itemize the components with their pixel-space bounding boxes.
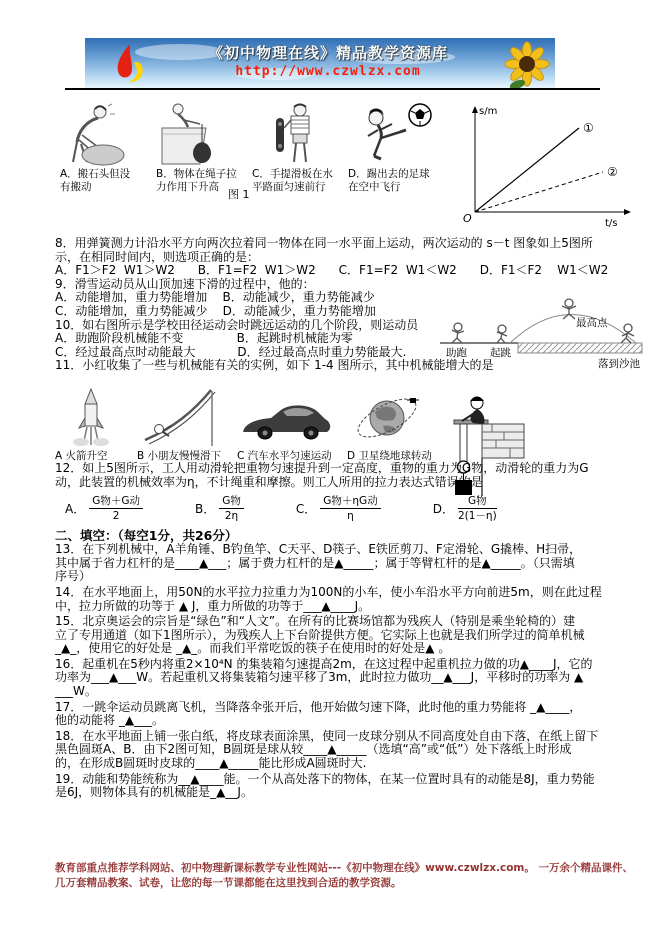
fraction-denominator: η — [347, 510, 354, 523]
figure1-item-b — [156, 102, 246, 193]
q18-line-3: 的，在形成B圆斑时皮球的____▲_____能比形成A圆斑时大. — [55, 756, 367, 771]
graph-origin-label: O — [463, 212, 472, 225]
q12-formula-options — [55, 491, 630, 526]
jump-label-top: 最高点 — [576, 317, 608, 329]
footer-line-1: 教育部重点推荐学科网站、初中物理新课标教学专业性网站---《初中物理在线》www.czwlzx.com。 一万余个精品课件、 — [55, 862, 634, 874]
footer-line-2: 几万套精品教案、试卷，让您的每一节课都能在这里找到合适的教学资源。 — [55, 876, 402, 889]
q12-option-c — [296, 495, 381, 522]
figure1-caption-d: D．踢出去的足球在空中飞行 — [348, 168, 430, 193]
q15-line-2: 立了专用通道（如下1图所示），为残疾人上下台阶提供方便。它实际上也就是我们所学过的简单机械 — [55, 627, 585, 642]
q12-option-b — [195, 495, 244, 522]
site-title: 《初中物理在线》精品教学资源库 — [207, 44, 448, 62]
site-banner — [85, 38, 555, 88]
q14-line-2: 中，拉力所做的功等于 ▲ J，重力所做的功等于___▲____J。 — [55, 598, 371, 613]
q11-line-1: 11．小红收集了一些与机械能有关的实例，如下 1-4 图所示，其中机械能增大的是 — [55, 358, 494, 373]
rope-pulling-image — [156, 102, 242, 166]
q19-line-2: 是6J，则物体具有的机械能是_▲__J。 — [55, 785, 253, 800]
figure1-item-d — [348, 102, 438, 193]
q16-line-2: 功率为___▲___W。若起重机又将集装箱匀速平移了3m，此时拉力做功__▲___J，平移时的功率为 ▲ — [55, 670, 584, 685]
graph-line2-label: ② — [607, 165, 618, 179]
fraction — [219, 495, 244, 522]
fraction-numerator: G物＋G动 — [89, 495, 143, 509]
fraction — [458, 495, 497, 522]
fraction-numerator: G物 — [458, 495, 497, 509]
figure1-caption-b: B．物体在绳子拉力作用下升高 — [156, 168, 237, 193]
q16-line-3: ___W。 — [55, 684, 97, 699]
q12-line-1: 12．如上5图所示，工人用动滑轮把重物匀速提升到一定高度，重物的重力为G物，动滑轮的重力为G — [55, 460, 589, 475]
satellite-earth-image — [347, 386, 431, 450]
fraction-denominator: 2(1－η) — [457, 510, 497, 523]
header-divider — [65, 88, 600, 90]
stone-lifting-image — [60, 102, 146, 166]
q13-line-2: 其中属于省力杠杆的是____▲___；属于费力杠杆的是▲_____；属于等臂杠杆的是▲_____。（只需填 — [55, 555, 575, 570]
q8-line-1: 8．用弹簧测力计沿水平方向两次拉着同一物体在同一水平面上运动，两次运动的 s－t 图象如上5图所 — [55, 236, 593, 250]
q15-line-3: _▲_，使用它的好处是 _▲_。而我们平常吃饭的筷子在使用时的好处是▲ 。 — [55, 641, 451, 656]
skateboard-walking-image — [252, 102, 338, 166]
q18-line-2: 黑色圆斑A、B．由下2图可知，B圆斑是球从较____▲_____（选填“高”或“低”）处下落纸上时形成 — [55, 742, 572, 757]
figure1-item-a — [60, 102, 150, 193]
q13-line-3: 序号） — [55, 569, 92, 584]
q9-options-cd: C．动能增加，重力势能减少 D．动能减少，重力势能增加 — [55, 303, 376, 318]
fraction — [89, 495, 143, 522]
figure1-label: 图 1 — [228, 188, 250, 201]
q18-line-1: 18．在水平地面上铺一张白纸，将皮球表面涂黑，使同一皮球分别从不同高度处自由下落，在纸上留下 — [55, 728, 599, 743]
s-t-graph — [455, 100, 645, 232]
q11-item-satellite — [347, 386, 432, 462]
jump-label-runup: 助跑 — [446, 347, 467, 359]
q12-option-a-label: A． — [65, 502, 86, 517]
q11-item-car — [237, 386, 337, 462]
site-logo-icon — [105, 41, 151, 85]
fraction-denominator: 2 — [112, 510, 120, 523]
graph-y-label: s/m — [479, 106, 498, 117]
q12-option-b-label: B． — [195, 502, 216, 517]
q12-option-d — [433, 495, 497, 522]
q8-options: A．F1＞F2 W1＞W2 B．F1=F2 W1＞W2 C．F1=F2 W1＜W2 D．F1＜F2 W1＜W2 — [55, 263, 609, 278]
jump-label-land: 落到沙池 — [598, 358, 640, 370]
q11-label-a: A 火箭升空 — [55, 449, 108, 462]
figure1-caption-c: C．手提滑板在水平路面匀速前行 — [252, 168, 333, 193]
figure1-caption-a: A．搬石头但没有搬动 — [60, 168, 131, 193]
q15-line-1: 15．北京奥运会的宗旨是“绿色”和“人文”。在所有的比赛场馆都为残疾人（特别是乘坐轮椅的）建 — [55, 614, 576, 629]
q11-label-b: B 小朋友慢慢滑下 — [137, 449, 222, 462]
q10-options-ab: A．助跑阶段机械能不变 B．起跳时机械能为零 — [55, 331, 353, 346]
q14-line-1: 14．在水平地面上，用50N的水平拉力拉重力为100N的小车，使小车沿水平方向前进5m，则在此过程 — [55, 584, 602, 599]
q11-item-rocket — [55, 386, 127, 462]
child-slide-image — [137, 386, 227, 450]
q9-options-ab: A．动能增加，重力势能增加 B．动能减少，重力势能减少 — [55, 290, 375, 305]
q10-line-1: 10．如右图所示是学校田径运动会时跳远运动的几个阶段，则运动员 — [55, 317, 419, 332]
figure1-item-c — [252, 102, 342, 193]
q10-options-cd: C．经过最高点时动能最大 D．经过最高点时重力势能最大. — [55, 344, 407, 359]
rocket-launch-image — [55, 386, 127, 450]
q12-option-c-label: C． — [295, 502, 317, 517]
q11-item-slide — [137, 386, 227, 462]
q12-line-2: 动，此装置的机械效率为η，不计绳重和摩擦。则工人所用的拉力表达式错误的是 — [55, 474, 483, 489]
site-url: http://www.czwlzx.com — [235, 64, 421, 79]
q12-option-a — [65, 495, 143, 522]
figure-1 — [60, 102, 450, 201]
q19-line-1: 19．动能和势能统称为__▲____能。一个从高处落下的物体，在某一位置时具有的动能是8J，重力势能 — [55, 771, 595, 786]
graph-line1-label: ① — [583, 121, 594, 135]
page-footer — [55, 861, 635, 890]
fraction-denominator: 2η — [224, 510, 239, 523]
q16-line-1: 16．起重机在5秒内将重2×10⁴N 的集装箱匀速提高2m，在这过程中起重机拉力做的功▲____J，它的 — [55, 656, 593, 671]
q11-image-row — [55, 373, 630, 462]
fraction — [320, 495, 380, 522]
q11-label-c: C 汽车水平匀速运动 — [237, 449, 332, 462]
q17-line-2: 他的动能将 _▲___。 — [55, 713, 165, 728]
q13-line-1: 13．在下列机械中，A羊角锤、B钓鱼竿、C天平、D筷子、E铁匠剪刀、F定滑轮、G撬棒、H扫帚， — [55, 542, 582, 557]
q12-option-d-label: D． — [432, 502, 454, 517]
q17-line-1: 17．一跳伞运动员跳离飞机，当降落伞张开后，他开始做匀速下降，此时他的重力势能将 _▲____， — [55, 699, 582, 714]
sunflower-icon — [497, 40, 553, 88]
question-area — [55, 237, 630, 800]
q9-line-1: 9．滑雪运动员从山顶加速下滑的过程中，他的： — [55, 276, 315, 291]
car-image — [237, 386, 337, 450]
graph-x-label: t/s — [605, 218, 618, 229]
q11-label-d: D 卫星绕地球转动 — [347, 449, 432, 462]
jump-label-takeoff: 起跳 — [490, 347, 511, 359]
kicked-football-image — [348, 102, 440, 166]
fraction-numerator: G物＋ηG动 — [320, 495, 380, 509]
q8-line-2: 示，在相同时间内，则选项正确的是： — [55, 249, 260, 264]
fraction-numerator: G物 — [219, 495, 244, 509]
section-2-header: 二、填空：（每空1分，共26分） — [55, 528, 238, 544]
